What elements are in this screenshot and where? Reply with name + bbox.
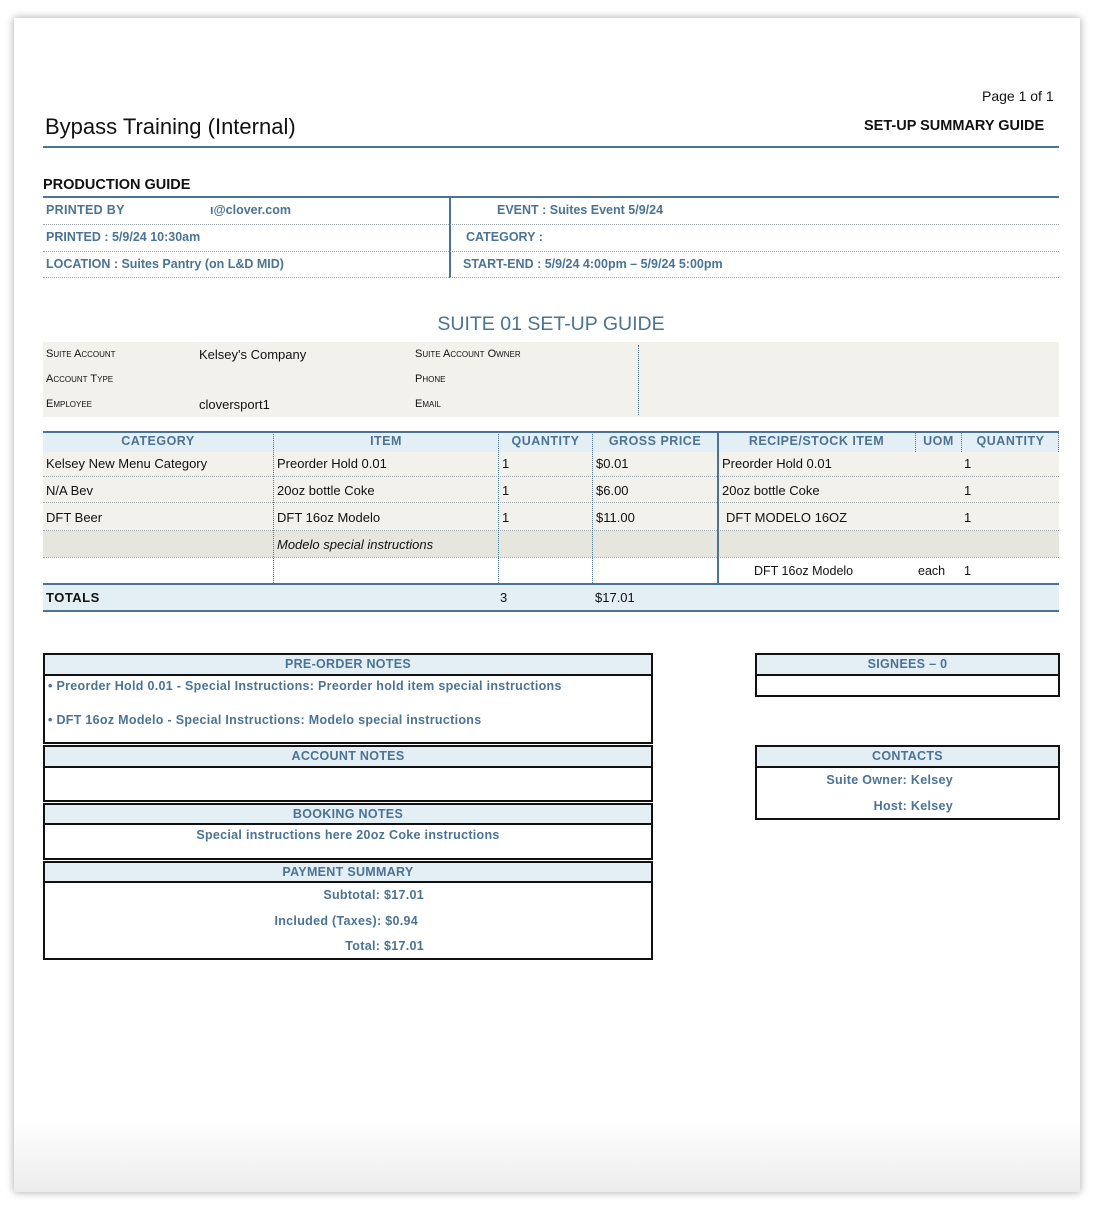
table-row-bg [43,503,1059,530]
panel-divider [638,345,639,415]
preorder-notes-title: PRE-ORDER NOTES [45,655,651,676]
cell-item: DFT 16oz Modelo [277,510,381,525]
col-separator [592,431,593,583]
col-header-recipe: RECIPE/STOCK ITEM [748,434,885,448]
email-label: Email [415,398,442,410]
start-end-info: START-END : 5/9/24 4:00pm – 5/9/24 5:00pm [463,257,723,271]
row-divider [43,502,1059,503]
phone-label: Phone [415,373,446,385]
sub-recipe-name: DFT 16oz Modelo [754,564,854,578]
contact-host: Host: Kelsey [873,799,953,813]
contact-suite-owner: Suite Owner: Kelsey [826,773,953,787]
col-header-quantity: QUANTITY [511,434,580,448]
suite-account-label: Suite Account [46,348,116,360]
booking-notes-title: BOOKING NOTES [45,805,651,825]
cell-category: N/A Bev [46,483,93,498]
col-separator [1058,431,1059,452]
cell-price: $0.01 [596,456,629,471]
cell-recipe: 20oz bottle Coke [722,483,820,498]
row-divider [43,530,1059,531]
col-header-uom: UOM [923,434,954,448]
cell-price: $6.00 [596,483,629,498]
row-divider [43,557,1059,558]
col-header-recipe-quantity: QUANTITY [976,434,1045,448]
production-divider [449,197,451,278]
signees-title: SIGNEES – 0 [757,655,1058,676]
printed-by-value: ı@clover.com [210,203,291,217]
account-type-label: Account Type [46,373,114,385]
account-notes-title: ACCOUNT NOTES [45,747,651,768]
category-info: CATEGORY : [466,230,543,244]
row-divider [43,277,1059,278]
event-info: EVENT : Suites Event 5/9/24 [497,203,664,217]
suite-account-value: Kelsey's Company [199,347,307,362]
preorder-note: • Preorder Hold 0.01 - Special Instructions: Preorder hold item special instructions [48,679,562,693]
row-divider [43,251,1059,252]
cell-quantity: 1 [502,483,510,498]
suite-owner-label: Suite Account Owner [415,348,521,360]
row-divider [43,476,1059,477]
location-info: LOCATION : Suites Pantry (on L&D MID) [46,257,284,271]
cell-quantity: 1 [502,456,510,471]
payment-total: Total: $17.01 [345,939,424,953]
payment-summary-title: PAYMENT SUMMARY [45,863,651,883]
company-title: Bypass Training (Internal) [45,114,296,139]
totals-price: $17.01 [595,590,635,605]
table-row-bg [43,477,1059,502]
cell-price: $11.00 [596,510,635,525]
contacts-title: CONTACTS [757,747,1058,768]
cell-recipe: DFT MODELO 16OZ [726,510,848,525]
col-header-item: ITEM [370,434,402,448]
payment-taxes: Included (Taxes): $0.94 [274,914,418,928]
cell-category: DFT Beer [46,510,103,525]
payment-subtotal: Subtotal: $17.01 [323,888,424,902]
totals-quantity: 3 [500,590,508,605]
cell-quantity: 1 [502,510,510,525]
col-separator [961,431,962,452]
sub-recipe-uom: each [918,564,946,578]
suite-info-panel [43,342,1059,417]
guide-type: SET-UP SUMMARY GUIDE [864,118,1045,134]
col-separator [915,431,916,452]
col-separator [717,431,719,583]
cell-item: Preorder Hold 0.01 [277,456,387,471]
row-divider [43,224,1059,225]
cell-recipe-quantity: 1 [964,483,972,498]
col-separator [273,431,274,583]
cell-item: 20oz bottle Coke [277,483,375,498]
booking-notes-text: Special instructions here 20oz Coke instructions [196,828,500,842]
employee-value: cloversport1 [199,397,270,412]
cell-category: Kelsey New Menu Category [46,456,208,471]
printed-by-label: PRINTED BY [46,203,125,217]
suite-guide-title: SUITE 01 SET-UP GUIDE [437,313,665,335]
totals-label: TOTALS [46,590,100,605]
production-guide-title: PRODUCTION GUIDE [43,177,191,193]
cell-recipe-quantity: 1 [964,456,972,471]
instruction-row-bg [43,531,1059,557]
special-instruction: Modelo special instructions [277,537,434,552]
totals-row [43,583,1059,612]
sub-recipe-quantity: 1 [964,564,971,578]
col-separator [498,431,499,583]
page-shadow [14,1120,1080,1192]
preorder-note: • DFT 16oz Modelo - Special Instructions: Modelo special instructions [48,713,482,727]
cell-recipe: Preorder Hold 0.01 [722,456,832,471]
page-number: Page 1 of 1 [982,88,1054,104]
employee-label: Employee [46,398,93,410]
header-divider [43,146,1059,148]
production-top-line [43,196,1059,198]
col-header-gross-price: GROSS PRICE [608,434,702,448]
col-header-category: CATEGORY [121,434,195,448]
cell-recipe-quantity: 1 [964,510,972,525]
printed-info: PRINTED : 5/9/24 10:30am [46,230,201,244]
